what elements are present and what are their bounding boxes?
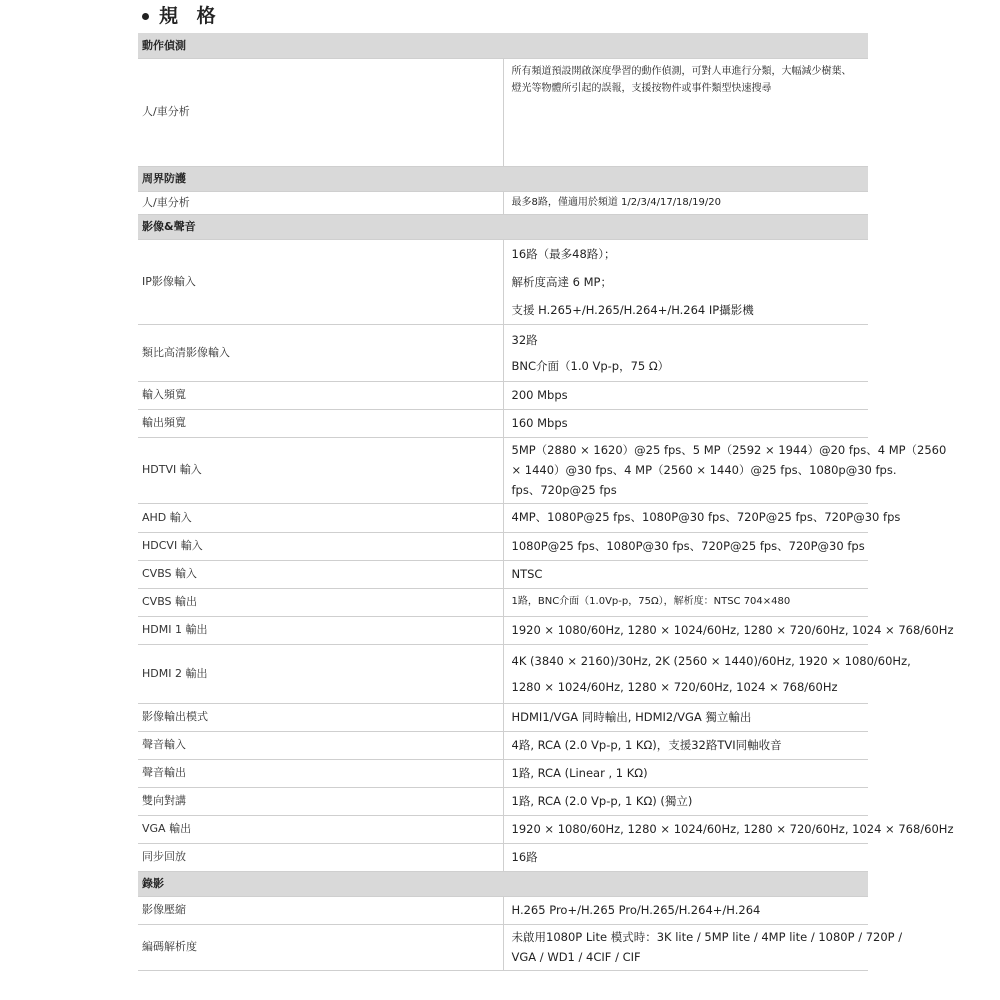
row-value xyxy=(503,644,911,703)
section-header-row xyxy=(138,871,868,896)
table-row xyxy=(138,616,868,644)
row-label: HDTVI 輸入 xyxy=(138,437,503,503)
value-line: 1路, RCA (2.0 Vp-p, 1 KΩ) (獨立) xyxy=(511,793,693,808)
row-label: 雙向對講 xyxy=(138,787,503,815)
row-label: 類比高清影像輸入 xyxy=(138,324,503,381)
table-row xyxy=(138,896,868,924)
row-value xyxy=(503,409,868,437)
table-row xyxy=(138,381,868,409)
row-label: AHD 輸入 xyxy=(138,503,503,532)
row-label: 聲音輸入 xyxy=(138,731,503,759)
section-header: 錄影 xyxy=(138,871,868,896)
row-label: 同步回放 xyxy=(138,843,503,871)
value-line: NTSC xyxy=(511,566,543,581)
row-label: 輸出頻寬 xyxy=(138,409,503,437)
row-value xyxy=(503,191,868,214)
value-line: 4K (3840 × 2160)/30Hz, 2K (2560 × 1440)/60Hz, 1920 × 1080/60Hz, xyxy=(511,653,911,668)
value-line: 1路, RCA (Linear , 1 KΩ) xyxy=(511,765,648,780)
row-value xyxy=(503,731,868,759)
row-label: HDCVI 輸入 xyxy=(138,532,503,560)
value-line: BNC介面（1.0 Vp-p，75 Ω） xyxy=(511,358,670,373)
page-title xyxy=(142,2,222,30)
table-row xyxy=(138,503,868,532)
row-value xyxy=(503,503,901,532)
row-value xyxy=(503,381,868,409)
value-line: 160 Mbps xyxy=(511,415,568,430)
row-label: 編碼解析度 xyxy=(138,924,503,970)
row-value xyxy=(503,560,868,588)
table-row xyxy=(138,759,868,787)
value-line: 200 Mbps xyxy=(511,387,568,402)
table-row xyxy=(138,58,868,166)
table-row xyxy=(138,532,868,560)
value-line: VGA / WD1 / 4CIF / CIF xyxy=(511,950,641,964)
value-line: × 1440）@30 fps、4 MP（2560 × 1440）@25 fps、1080p@30 fps. xyxy=(511,463,897,477)
table-row xyxy=(138,924,868,970)
row-value xyxy=(503,787,868,815)
row-label: 輸入頻寬 xyxy=(138,381,503,409)
section-header-row xyxy=(138,166,868,191)
row-value xyxy=(503,896,868,924)
value-line: 1路，BNC介面（1.0Vp-p，75Ω），解析度：NTSC 704×480 xyxy=(511,596,791,608)
table-row xyxy=(138,324,868,381)
section-header: 動作偵測 xyxy=(138,33,868,58)
value-line: HDMI1/VGA 同時輸出, HDMI2/VGA 獨立輸出 xyxy=(511,709,752,724)
section-header: 周界防護 xyxy=(138,166,868,191)
table-row xyxy=(138,787,868,815)
value-line: 解析度高達 6 MP； xyxy=(511,274,612,289)
value-line: 16路 xyxy=(511,849,538,864)
table-row xyxy=(138,191,868,214)
row-label: 人/車分析 xyxy=(138,58,503,166)
value-line: 1280 × 1024/60Hz, 1280 × 720/60Hz, 1024 × 768/60Hz xyxy=(511,679,838,694)
row-label: 影像壓縮 xyxy=(138,896,503,924)
table-row xyxy=(138,731,868,759)
row-label: 影像輸出模式 xyxy=(138,703,503,731)
row-value xyxy=(503,703,868,731)
value-line: 所有頻道預設開啟深度學習的動作偵測，可對人車進行分類，大幅減少樹葉、 xyxy=(511,65,852,77)
table-row xyxy=(138,703,868,731)
section-header-row xyxy=(138,214,868,239)
table-row xyxy=(138,815,868,843)
row-label: HDMI 2 輸出 xyxy=(138,644,503,703)
value-line: 5MP（2880 × 1620）@25 fps、5 MP（2592 × 1944）@20 fps、4 MP（2560 xyxy=(511,443,947,457)
row-value xyxy=(503,437,947,503)
row-value xyxy=(503,616,954,644)
row-value xyxy=(503,924,903,970)
table-row xyxy=(138,560,868,588)
value-line: 未啟用1080P Lite 模式時：3K lite / 5MP lite / 4MP lite / 1080P / 720P / xyxy=(511,930,903,944)
row-label: CVBS 輸入 xyxy=(138,560,503,588)
row-value xyxy=(503,815,954,843)
table-row xyxy=(138,437,868,503)
row-label: VGA 輸出 xyxy=(138,815,503,843)
value-line: 1920 × 1080/60Hz, 1280 × 1024/60Hz, 1280 × 720/60Hz, 1024 × 768/60Hz xyxy=(511,622,954,637)
value-line: 1920 × 1080/60Hz, 1280 × 1024/60Hz, 1280 × 720/60Hz, 1024 × 768/60Hz xyxy=(511,821,954,836)
row-value xyxy=(503,532,868,560)
table-row xyxy=(138,239,868,324)
spec-table xyxy=(138,33,954,971)
value-line: 燈光等物體所引起的誤報，支援按物件或事件類型快速搜尋 xyxy=(511,83,772,94)
value-line: 16路（最多48路）； xyxy=(511,246,616,261)
table-row xyxy=(138,409,868,437)
table-row xyxy=(138,644,868,703)
row-label: IP影像輸入 xyxy=(138,239,503,324)
bullet-dot-icon xyxy=(142,13,149,20)
value-line: fps、720p@25 fps xyxy=(511,483,617,497)
row-value xyxy=(503,843,868,871)
row-value xyxy=(503,759,868,787)
value-line: 最多8路，僅適用於頻道 1/2/3/4/17/18/19/20 xyxy=(511,196,721,208)
value-line: 支援 H.265+/H.265/H.264+/H.264 IP攝影機 xyxy=(511,302,754,317)
value-line: 4路, RCA (2.0 Vp-p, 1 KΩ)，支援32路TVI同軸收音 xyxy=(511,737,782,752)
row-label: CVBS 輸出 xyxy=(138,588,503,616)
row-label: 聲音輸出 xyxy=(138,759,503,787)
row-value xyxy=(503,324,868,381)
table-row xyxy=(138,843,868,871)
value-line: 4MP、1080P@25 fps、1080P@30 fps、720P@25 fps、720P@30 fps xyxy=(511,510,901,525)
value-line: 1080P@25 fps、1080P@30 fps、720P@25 fps、720P@30 fps xyxy=(511,538,865,553)
row-value xyxy=(503,588,868,616)
page-title-text: 規 格 xyxy=(159,5,222,27)
row-value xyxy=(503,239,868,324)
row-label: 人/車分析 xyxy=(138,191,503,214)
section-header-row xyxy=(138,33,868,58)
section-header: 影像&聲音 xyxy=(138,214,868,239)
value-line: H.265 Pro+/H.265 Pro/H.265/H.264+/H.264 xyxy=(511,902,761,917)
table-row xyxy=(138,588,868,616)
value-line: 32路 xyxy=(511,332,538,347)
row-value xyxy=(503,58,868,166)
row-label: HDMI 1 輸出 xyxy=(138,616,503,644)
